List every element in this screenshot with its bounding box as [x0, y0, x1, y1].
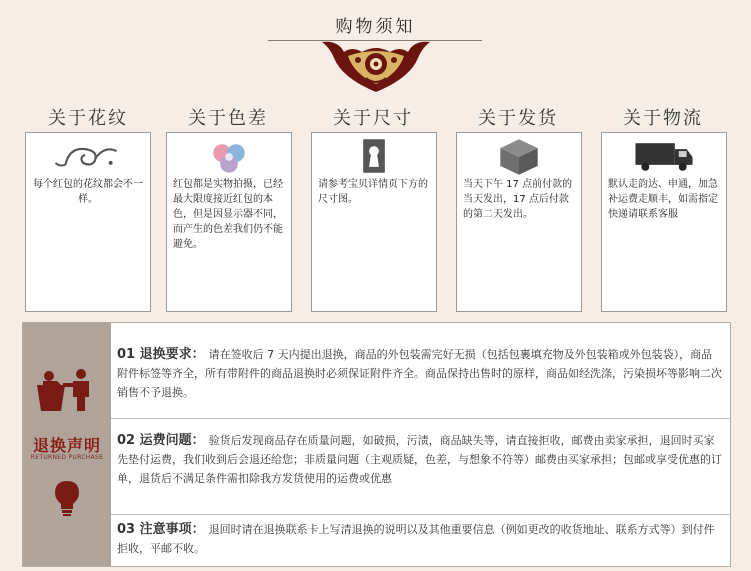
delivery-truck-icon: [602, 137, 726, 175]
people-counter-icon: [35, 367, 99, 415]
section-heading: 01 退换要求：: [117, 347, 205, 362]
returns-section-shipping-fee: [111, 418, 730, 514]
section-body: 请在签收后 7 天内提出退换，商品的外包装需完好无损（包括包裹填充物及外包装箱或外包装袋），商品附件标签等齐全，所有带附件的商品退换时必须保证附件齐全。商品保持出售时的原样，商品如经洗涤，污染损坏等影响二次销售不予退换。: [117, 348, 722, 399]
page-header: [0, 0, 751, 100]
section-heading: 03 注意事项：: [117, 522, 205, 537]
package-box-icon: [457, 137, 581, 175]
card-text-shipping: 当天下午 17 点前付款的当天发出，17 点后付款的第二天发出。: [463, 179, 573, 220]
card-pattern: [25, 132, 151, 312]
card-text-color: 红包都是实物拍摄，已经最大限度接近红包的本色，但是因显示器不同，而产生的色差我们仍不能避免。: [173, 179, 283, 250]
card-text-size: 请参考宝贝详情页下方的尺寸图。: [318, 179, 428, 205]
floral-pattern-icon: [26, 137, 150, 175]
card-title-pattern: 关于花纹: [48, 108, 128, 129]
card-title-logistics: 关于物流: [623, 108, 703, 129]
section-body: 验货后发现商品存在质量问题，如破损，污渍，商品缺失等，请直接拒收，邮费由卖家承担，退回时买家先垫付运费，我们收到后会退还给您；非质量问题（主观质疑，色差，与想象不符等）邮费由买家承担；包邮或享受优惠的订单，退货后不满足条件需扣除我方发货使用的运费或优惠: [117, 434, 722, 485]
card-text-logistics: 默认走韵达、申通，加急补运费走顺丰，如需指定快递请联系客服: [608, 179, 718, 220]
returns-section-requirements: [111, 323, 730, 418]
returns-sidebar: [23, 323, 111, 566]
color-palette-icon: [167, 137, 291, 175]
section-heading: 02 运费问题：: [117, 433, 205, 448]
ornament-icon: [318, 38, 434, 94]
returns-subtitle: RETURNED PURCHASE: [30, 454, 104, 461]
size-keyhole-icon: [312, 137, 436, 175]
card-title-color: 关于色差: [188, 108, 268, 129]
card-size: [311, 132, 437, 312]
lightbulb-icon: [53, 479, 81, 517]
section-body: 退回时请在退换联系卡上写清退换的说明以及其他重要信息（例如更改的收货地址、联系方式等）到付件拒收，平邮不收。: [117, 523, 715, 555]
returns-title: 退换声明: [32, 436, 101, 455]
card-color: [166, 132, 292, 312]
card-title-shipping: 关于发货: [478, 108, 558, 129]
card-title-size: 关于尺寸: [333, 108, 413, 129]
card-text-pattern: 每个红包的花纹都会不一样。: [33, 179, 143, 205]
returns-panel: [22, 322, 731, 567]
card-shipping: [456, 132, 582, 312]
page-title: 购物须知: [335, 17, 416, 37]
card-logistics: [601, 132, 727, 312]
returns-section-notes: [111, 514, 730, 566]
